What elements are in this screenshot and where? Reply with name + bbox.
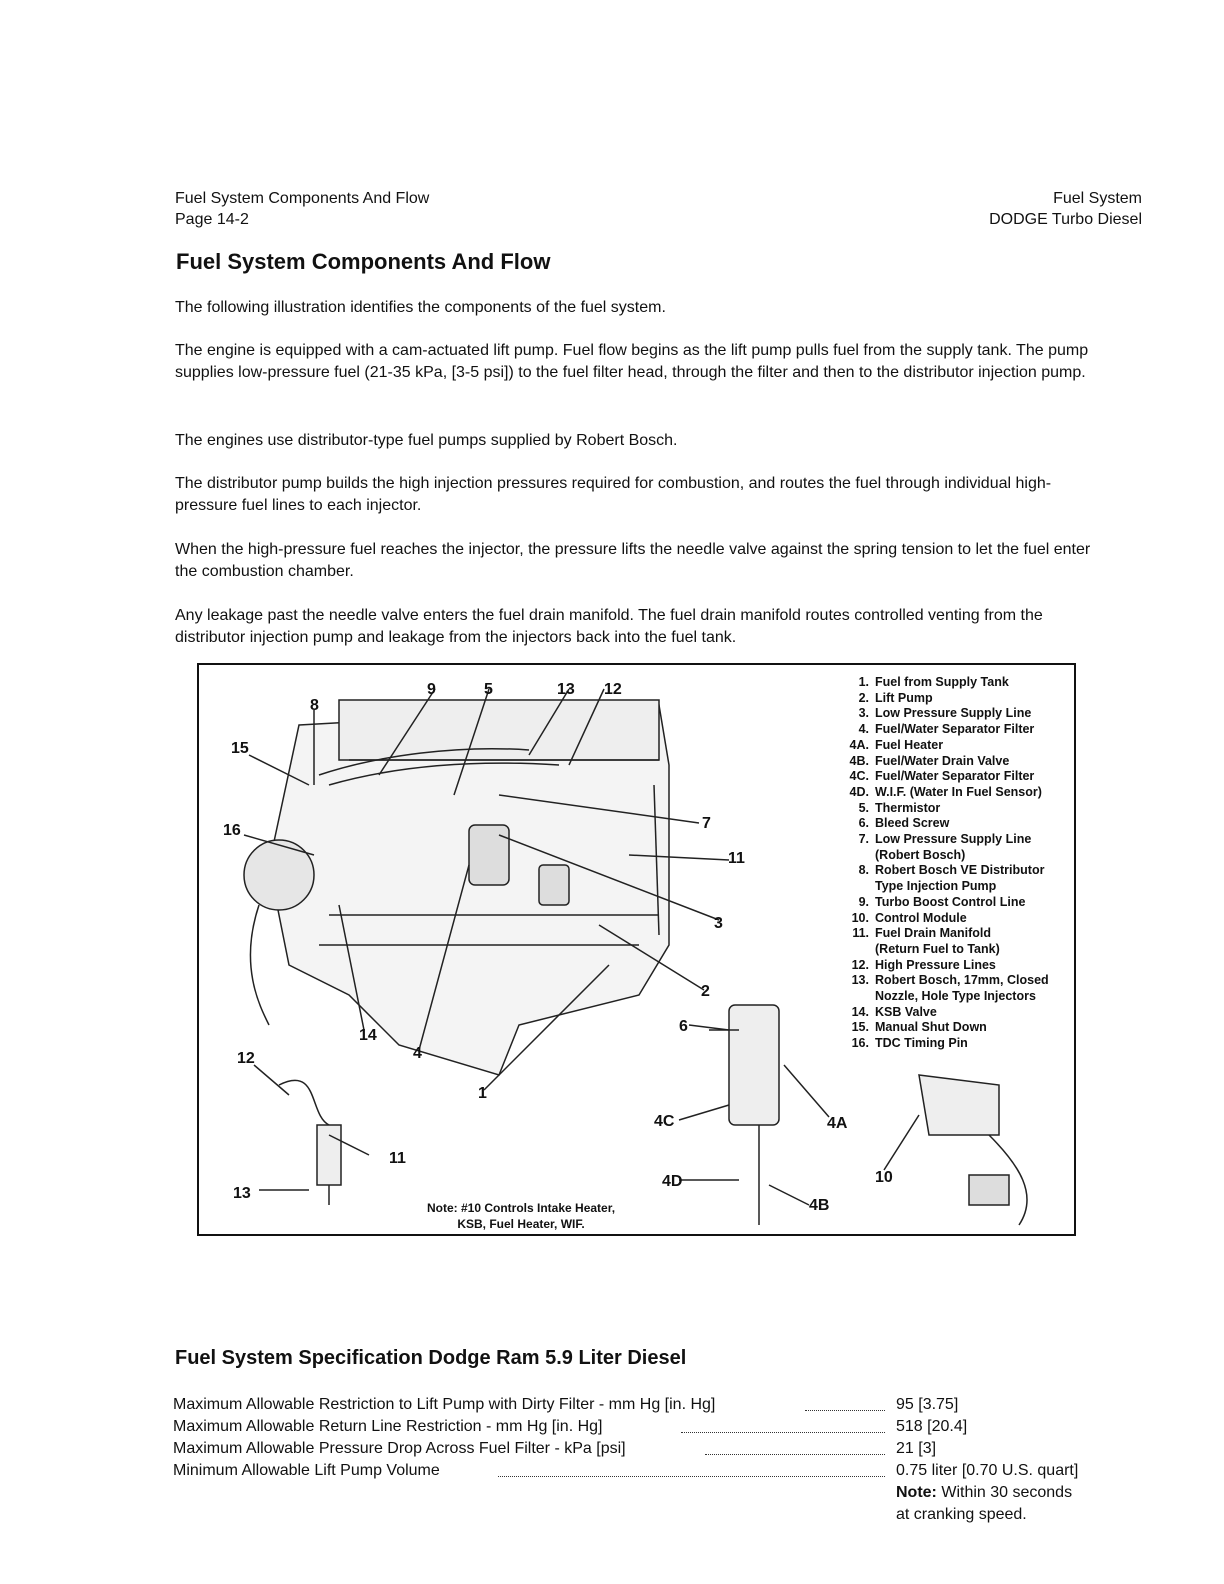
legend-item [839,738,1049,754]
legend-text: Bleed Screw [875,816,950,831]
callout-label: 4B [809,1197,830,1214]
paragraph: Any leakage past the needle valve enters the fuel drain manifold. The fuel drain manifold routes controlled venting from the distributor injection pump and leakage from the injectors back into the fuel tank. [175,607,1043,646]
legend-item [839,911,1049,927]
legend-item [839,989,1049,1005]
callout-label: 8 [310,697,319,714]
legend-number [839,879,875,895]
callout-label: 14 [359,1027,377,1044]
callout-label: 11 [728,850,745,867]
legend-text: (Return Fuel to Tank) [875,941,1000,956]
dot-leader [705,1454,885,1455]
note-text: Within 30 seconds [941,1484,1073,1501]
callout-label: 6 [679,1018,688,1035]
spec-note [896,1482,1072,1526]
note-label: Note: [896,1484,937,1501]
paragraph: The following illustration identifies the components of the fuel system. [175,299,666,316]
legend-number: 4C. [849,769,869,784]
legend-number: 8. [858,863,869,878]
legend-item [839,1036,1049,1052]
legend-item [839,942,1049,958]
callout-label: 13 [557,681,575,698]
component-legend [839,675,1049,1052]
legend-item [839,1005,1049,1021]
legend-item [839,754,1049,770]
legend-text: Robert Bosch VE Distributor [875,863,1045,878]
legend-item [839,722,1049,738]
legend-number: 2. [858,690,869,705]
callout-label: 4D [662,1173,683,1190]
callout-label: 5 [484,681,493,698]
callout-label: 12 [237,1050,255,1067]
legend-text: Fuel/Water Separator Filter [875,769,1035,784]
legend-item [839,926,1049,942]
legend-text: W.I.F. (Water In Fuel Sensor) [875,784,1042,799]
paragraph: The distributor pump builds the high injection pressures required for combustion, and routes the fuel through individual high-pressure fuel lines to each injector. [175,475,1052,514]
legend-number: 3. [858,706,869,721]
callout-label: 4A [827,1115,848,1132]
legend-number [839,942,875,958]
legend-item [839,895,1049,911]
legend-number: 6. [858,816,869,831]
legend-item [839,863,1049,879]
legend-number: 7. [858,832,869,847]
spec-value: 518 [20.4] [896,1418,968,1435]
legend-number: 12. [851,957,869,972]
paragraph: The engines use distributor-type fuel pumps supplied by Robert Bosch. [175,432,678,449]
legend-number: 11. [852,926,869,941]
dot-leader [498,1476,885,1477]
legend-item [839,769,1049,785]
spec-label: Maximum Allowable Restriction to Lift Pump with Dirty Filter - mm Hg [in. Hg] [173,1396,716,1413]
callout-label: 2 [701,983,710,1000]
paragraph: The engine is equipped with a cam-actuated lift pump. Fuel flow begins as the lift pump pulls fuel from the supply tank. The pump supplies low-pressure fuel (21-35 kPa, [3-5 psi]) to the fuel filter head, through the filter and then to the distributor injection pump. [175,342,1089,381]
legend-number: 14. [851,1004,869,1019]
callout-label: 13 [233,1185,251,1202]
legend-text: (Robert Bosch) [875,847,966,862]
spec-value: 0.75 liter [0.70 U.S. quart] [896,1462,1079,1479]
note-text: at cranking speed. [896,1506,1027,1523]
legend-item [839,706,1049,722]
spec-label: Maximum Allowable Return Line Restriction - mm Hg [in. Hg] [173,1418,603,1435]
callout-label: 15 [231,740,249,757]
header-left [175,188,429,230]
header-section-title: Fuel System Components And Flow [175,190,430,207]
legend-text: Nozzle, Hole Type Injectors [875,989,1036,1004]
legend-item [839,832,1049,848]
legend-item [839,879,1049,895]
legend-text: High Pressure Lines [875,957,996,972]
legend-text: Fuel Drain Manifold [875,926,991,941]
callout-label: 10 [875,1169,893,1186]
legend-item [839,801,1049,817]
callout-label: 12 [604,681,622,698]
note-line: KSB, Fuel Heater, WIF. [457,1217,585,1231]
fuel-system-illustration [197,663,1076,1236]
page-title: Fuel System Components And Flow [176,249,551,274]
paragraph: When the high-pressure fuel reaches the injector, the pressure lifts the needle valve against the spring tension to let the fuel enter the combustion chamber. [175,541,1091,580]
legend-text: Fuel/Water Drain Valve [875,753,1010,768]
legend-text: Fuel/Water Separator Filter [875,722,1035,737]
legend-number: 10. [851,910,869,925]
callout-label: 4C [654,1113,675,1130]
legend-number: 4B. [849,753,869,768]
legend-item [839,973,1049,989]
spec-title: Fuel System Specification Dodge Ram 5.9 Liter Diesel [175,1347,687,1369]
legend-item [839,675,1049,691]
legend-number: 1. [858,675,869,689]
legend-text: Low Pressure Supply Line [875,706,1032,721]
note-line: Note: #10 Controls Intake Heater, [427,1201,616,1215]
legend-number: 15. [851,1020,869,1035]
header-page-number: Page 14-2 [175,211,249,228]
figure-note [427,1200,615,1232]
legend-text: Fuel Heater [875,737,944,752]
legend-text: Low Pressure Supply Line [875,832,1032,847]
legend-text: Thermistor [875,800,941,815]
callout-label: 3 [714,915,723,932]
callout-label: 11 [389,1150,406,1167]
spec-label: Minimum Allowable Lift Pump Volume [173,1462,440,1479]
callout-label: 1 [478,1085,487,1102]
legend-item [839,848,1049,864]
legend-item [839,691,1049,707]
legend-number: 5. [858,800,869,815]
callout-label: 7 [702,815,711,832]
header-vehicle: DODGE Turbo Diesel [989,211,1142,228]
legend-number [839,848,875,864]
legend-number: 4A. [849,737,869,752]
legend-text: TDC Timing Pin [875,1036,968,1051]
legend-text: KSB Valve [875,1004,937,1019]
spec-value: 21 [3] [896,1440,937,1457]
spec-label: Maximum Allowable Pressure Drop Across Fuel Filter - kPa [psi] [173,1440,626,1457]
callout-label: 9 [427,681,436,698]
legend-number: 13. [851,973,869,988]
legend-number [839,989,875,1005]
callout-label: 4 [413,1045,422,1062]
legend-item [839,958,1049,974]
legend-text: Lift Pump [875,690,933,705]
dot-leader [805,1410,885,1411]
legend-text: Control Module [875,910,967,925]
legend-text: Fuel from Supply Tank [875,675,1009,689]
legend-item [839,785,1049,801]
legend-text: Turbo Boost Control Line [875,894,1026,909]
spec-value: 95 [3.75] [896,1396,959,1413]
legend-number: 4. [858,722,869,737]
dot-leader [681,1432,885,1433]
legend-number: 9. [858,894,869,909]
legend-number: 4D. [849,784,869,799]
header-right [989,188,1142,230]
legend-text: Robert Bosch, 17mm, Closed [875,973,1049,988]
legend-item [839,816,1049,832]
legend-text: Type Injection Pump [875,879,997,894]
legend-item [839,1020,1049,1036]
legend-text: Manual Shut Down [875,1020,987,1035]
legend-number: 16. [851,1036,869,1051]
header-chapter: Fuel System [1053,190,1142,207]
callout-label: 16 [223,822,241,839]
